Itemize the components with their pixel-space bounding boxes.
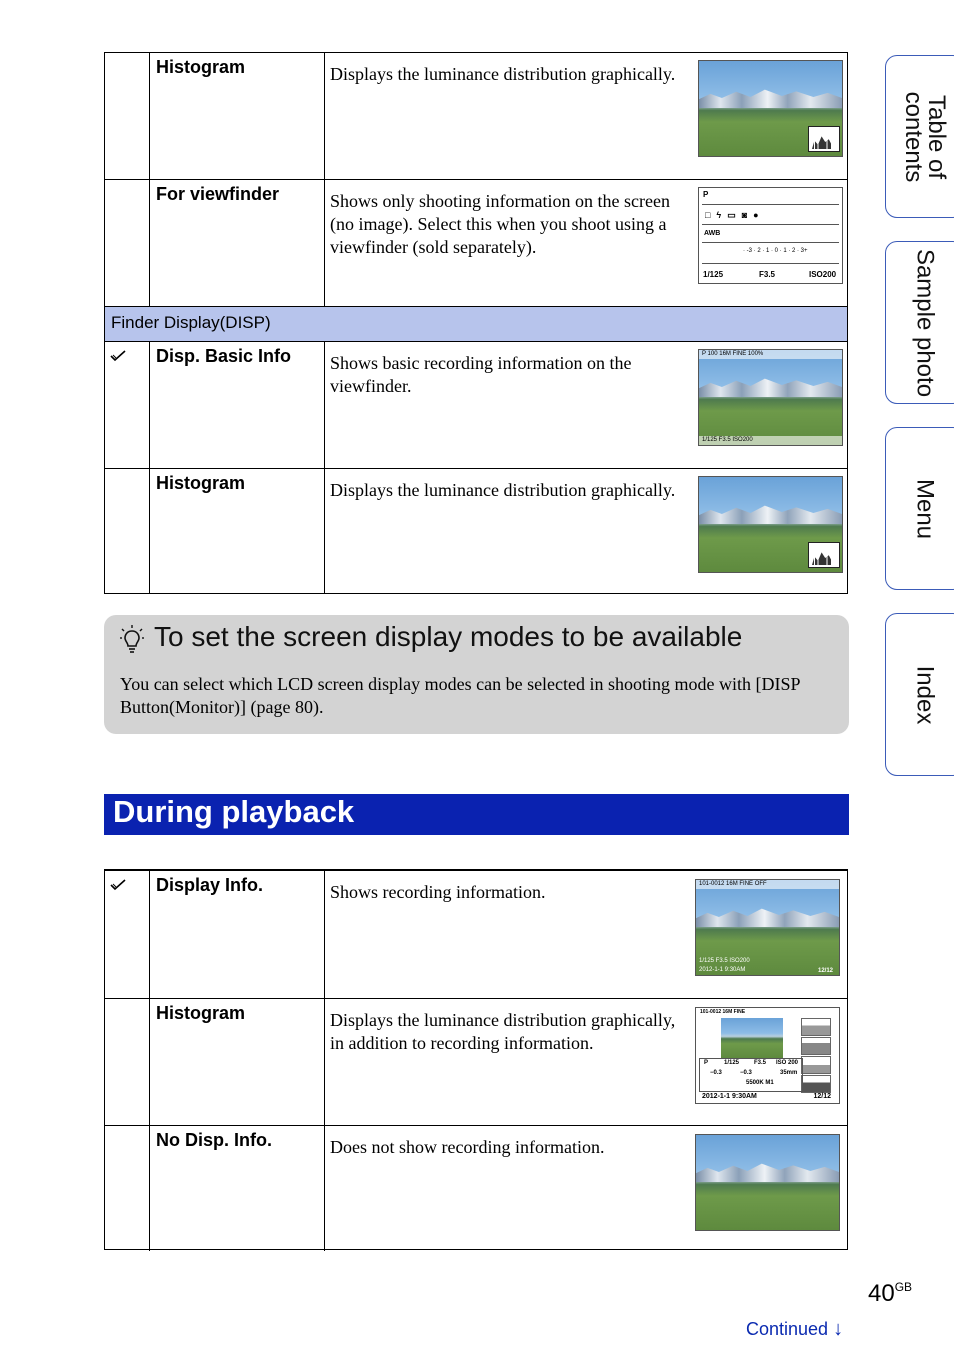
- ph-preview-image: [721, 1018, 783, 1058]
- table-row: [105, 871, 847, 998]
- playback-info-top: 101-0012 16M FINE OFF: [696, 880, 839, 889]
- ph-histogram-b: [801, 1056, 831, 1074]
- check-cell: [105, 180, 150, 306]
- vf-icons-row: □ϟ▭◙●: [705, 210, 765, 220]
- playback-histogram-thumbnail: [695, 1007, 840, 1104]
- viewfinder-info-thumbnail: [698, 187, 843, 284]
- ph-top: 101-0012 16M FINE: [700, 1009, 746, 1015]
- table-row: [105, 341, 847, 468]
- option-description: Shows basic recording information on the viewfinder.: [330, 353, 632, 396]
- ph-aperture: F3.5: [754, 1060, 767, 1066]
- basic-info-top-strip: P 100 16M FINE 100%: [699, 350, 842, 359]
- basic-info-bottom-strip: 1/125 F3.5 ISO200: [699, 436, 842, 445]
- tab-menu[interactable]: [885, 427, 954, 590]
- tip-box: [104, 615, 849, 734]
- table-row: [105, 468, 847, 594]
- ph-focal: 35mm: [780, 1070, 798, 1076]
- page-number: $40^{GB}$: [868, 1280, 913, 1307]
- vf-awb: AWB: [704, 230, 721, 237]
- vf-shutter: 1/125: [703, 270, 724, 279]
- checkmark-icon: [110, 350, 126, 362]
- ph-iso: ISO 200: [776, 1060, 799, 1066]
- playback-heading: During playback: [113, 794, 355, 829]
- ph-mode: P: [704, 1060, 709, 1066]
- option-name: Disp. Basic Info: [150, 342, 325, 468]
- ph-histogram-y: [801, 1075, 831, 1093]
- table-row: [105, 179, 847, 306]
- tab-label: Index: [911, 665, 939, 724]
- landscape-histogram-thumbnail: [698, 60, 843, 157]
- playback-info-thumbnail: [695, 879, 840, 976]
- playback-info-counter: 12/12: [817, 968, 833, 974]
- option-description: Displays the luminance distribution graphically.: [330, 480, 676, 500]
- tab-label: Menu: [911, 478, 939, 539]
- check-cell: [105, 1126, 150, 1251]
- ph-wb: 5500K M1: [746, 1080, 774, 1086]
- option-name: Histogram: [150, 999, 325, 1125]
- shooting-display-table: [104, 52, 848, 594]
- ph-shutter: 1/125: [724, 1060, 740, 1066]
- playback-info-line1: 1/125 F3.5 ISO200: [699, 958, 750, 964]
- option-description: Shows only shooting information on the screen (no image). Select this when you shoot using a viewfinder (sold separately).: [330, 191, 670, 257]
- tab-sample-photo[interactable]: [885, 241, 954, 404]
- option-name: For viewfinder: [150, 180, 325, 306]
- check-cell: [105, 342, 150, 468]
- vf-mode: P: [703, 190, 709, 199]
- table-row: [105, 1125, 847, 1251]
- option-description: Does not show recording information.: [330, 1137, 605, 1157]
- option-name: No Disp. Info.: [150, 1126, 325, 1251]
- tip-body: You can select which LCD screen display modes can be selected in shooting mode with [DISP Button(Monitor)] (page 80).: [120, 674, 800, 717]
- checkmark-icon: [110, 879, 126, 891]
- option-description: Shows recording information.: [330, 882, 546, 902]
- check-cell: [105, 871, 150, 998]
- ph-ev2: −0.3: [740, 1070, 752, 1076]
- check-cell: [105, 469, 150, 594]
- table-row: [105, 998, 847, 1125]
- tab-table-of-contents[interactable]: [885, 55, 954, 218]
- tip-title: To set the screen display modes to be available: [154, 621, 743, 652]
- histogram-icon: [808, 542, 840, 568]
- ph-date: 2012-1-1 9:30AM: [702, 1093, 757, 1100]
- ph-histogram-r: [801, 1018, 831, 1036]
- check-cell: [105, 53, 150, 179]
- ph-counter: 12/12: [813, 1093, 831, 1100]
- arrow-down-icon: ↓: [833, 1318, 844, 1340]
- option-description: Displays the luminance distribution graphically.: [330, 64, 676, 84]
- continued-link[interactable]: Continued ↓: [746, 1318, 844, 1340]
- section-heading: [104, 794, 849, 835]
- option-description: Displays the luminance distribution graphically, in addition to recording information.: [330, 1010, 676, 1053]
- option-name: Histogram: [150, 53, 325, 179]
- option-name: Display Info.: [150, 871, 325, 998]
- lightbulb-icon: [120, 625, 144, 655]
- check-cell: [105, 999, 150, 1125]
- vf-iso: ISO200: [809, 270, 837, 279]
- finder-display-section: Finder Display(DISP): [105, 306, 847, 341]
- tab-label: Sample photo: [911, 248, 939, 397]
- tab-index[interactable]: [885, 613, 954, 776]
- vf-aperture: F3.5: [759, 270, 776, 279]
- histogram-icon: [808, 126, 840, 152]
- tab-label: Table of contents: [900, 91, 950, 182]
- landscape-histogram-thumbnail: [698, 476, 843, 573]
- table-row: [105, 53, 847, 179]
- playback-info-line2: 2012-1-1 9:30AM: [699, 967, 746, 973]
- option-name: Histogram: [150, 469, 325, 594]
- ph-ev1: −0.3: [710, 1070, 722, 1076]
- landscape-plain-thumbnail: [695, 1134, 840, 1231]
- playback-display-table: [104, 869, 848, 1250]
- ph-histogram-g: [801, 1037, 831, 1055]
- vf-exposure-scale: · -3 · 2 · 1 · 0 · 1 · 2 · 3+: [743, 248, 808, 254]
- basic-info-thumbnail: [698, 349, 843, 446]
